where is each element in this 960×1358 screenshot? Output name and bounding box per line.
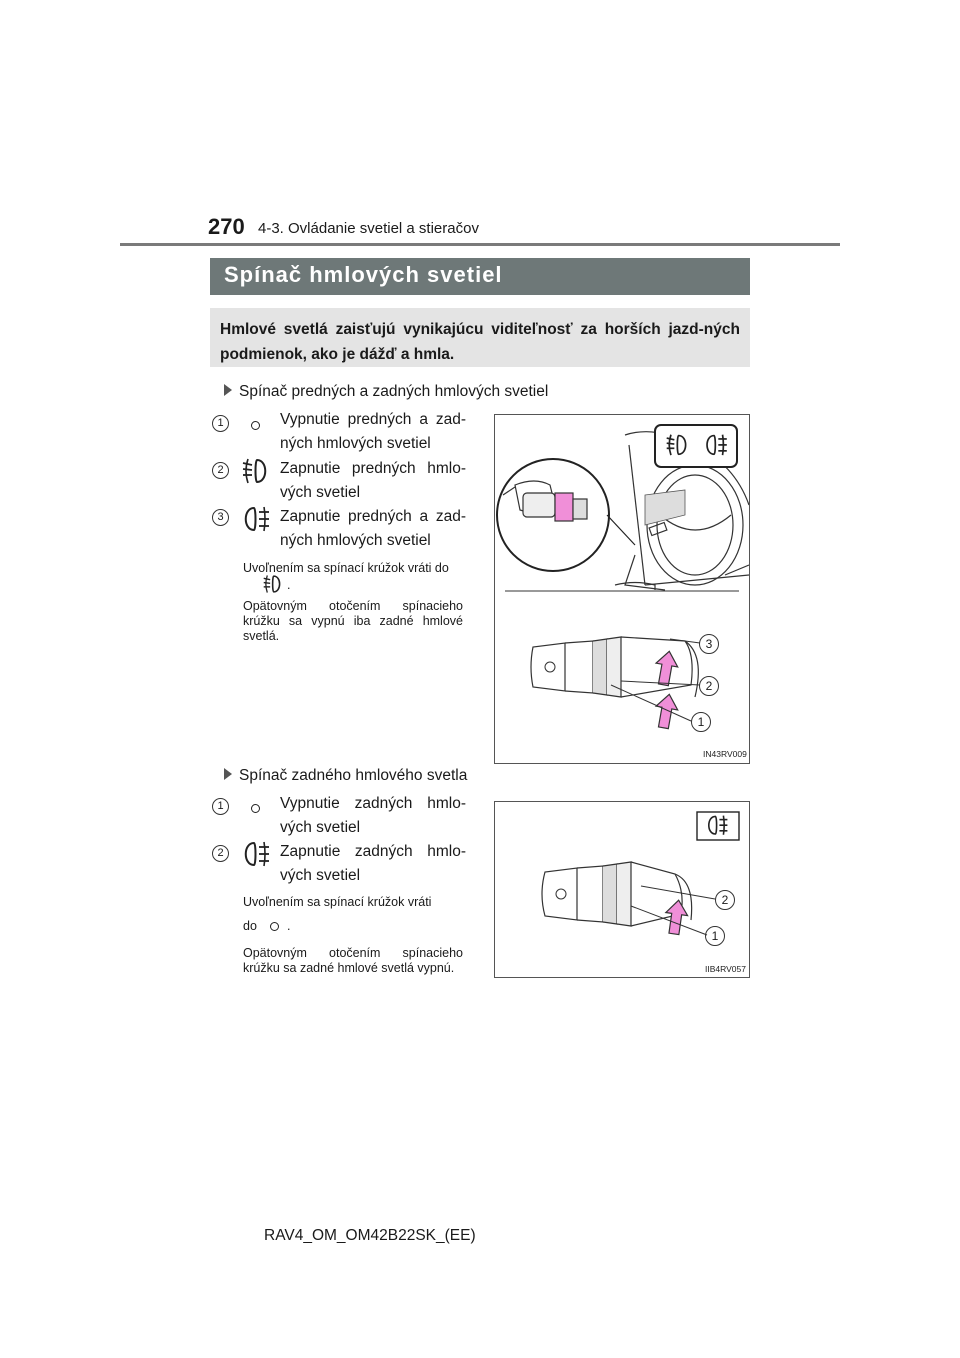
note-rotate: Opätovným otočením spínacieho krúžku sa zadné hmlové svetlá vypnú. (243, 946, 463, 975)
header-rule (120, 243, 840, 246)
page-number: 270 (208, 214, 245, 239)
item-number: 1 (212, 798, 229, 815)
item-text: Vypnutie zadných hmlo-vých svetiel (280, 795, 466, 836)
figure-front-rear-switch (494, 414, 750, 764)
title-bar (210, 258, 750, 295)
note-rotate: Opätovným otočením spínacieho krúžku sa vypnú iba zadné hmlové svetlá. (243, 599, 463, 643)
off-circle-icon (251, 804, 260, 813)
rear-heading (224, 767, 467, 785)
item-number: 3 (212, 509, 229, 526)
rear-heading-text: Spínač zadného hmlového svetla (239, 767, 468, 784)
front-rear-heading-text: Spínač predných a zadných hmlových svetiel (239, 383, 549, 400)
dashboard-illustration (495, 415, 749, 763)
intro-text: Hmlové svetlá zaisťujú vynikajúcu viditeľnosť za horších jazd-ných podmienok, ako je dážď a hmla. (220, 321, 740, 363)
note-text: Uvoľnením sa spínací krúžok vráti do (243, 561, 449, 575)
callout-number: 3 (699, 634, 719, 654)
callout-number: 1 (691, 712, 711, 732)
off-circle-icon (270, 922, 279, 931)
figure-code: IIB4RV057 (705, 964, 746, 974)
front-rear-heading (224, 383, 548, 401)
page-title: Spínač hmlových svetiel (224, 262, 503, 287)
footer-doc-code: RAV4_OM_OM42B22SK_(EE) (264, 1227, 476, 1244)
item-text: Zapnutie predných a zad-ných hmlových svetiel (280, 508, 466, 549)
item-number: 2 (212, 845, 229, 862)
triangle-bullet-icon (224, 768, 232, 780)
rear-fog-icon (241, 505, 271, 533)
note-do: do (243, 919, 257, 933)
note-release: Uvoľnením sa spínací krúžok vráti (243, 895, 432, 909)
rear-switch-illustration (495, 802, 749, 977)
note-period: . (287, 578, 291, 592)
front-fog-icon (262, 574, 284, 594)
item-number: 1 (212, 415, 229, 432)
callout-number: 2 (699, 676, 719, 696)
item-text: Zapnutie zadných hmlo-vých svetiel (280, 843, 466, 884)
section-label: 4-3. Ovládanie svetiel a stieračov (258, 220, 479, 237)
item-text: Vypnutie predných a zad-ných hmlových svetiel (280, 411, 466, 452)
off-circle-icon (251, 421, 260, 430)
triangle-bullet-icon (224, 384, 232, 396)
rear-fog-icon (241, 840, 271, 868)
callout-number: 1 (705, 926, 725, 946)
item-text: Zapnutie predných hmlo-vých svetiel (280, 460, 466, 501)
item-number: 2 (212, 462, 229, 479)
note-period: . (287, 919, 291, 933)
figure-rear-switch (494, 801, 750, 978)
callout-number: 2 (715, 890, 735, 910)
front-fog-icon (241, 457, 271, 485)
figure-code: IN43RV009 (703, 749, 747, 759)
intro-box (210, 308, 750, 367)
